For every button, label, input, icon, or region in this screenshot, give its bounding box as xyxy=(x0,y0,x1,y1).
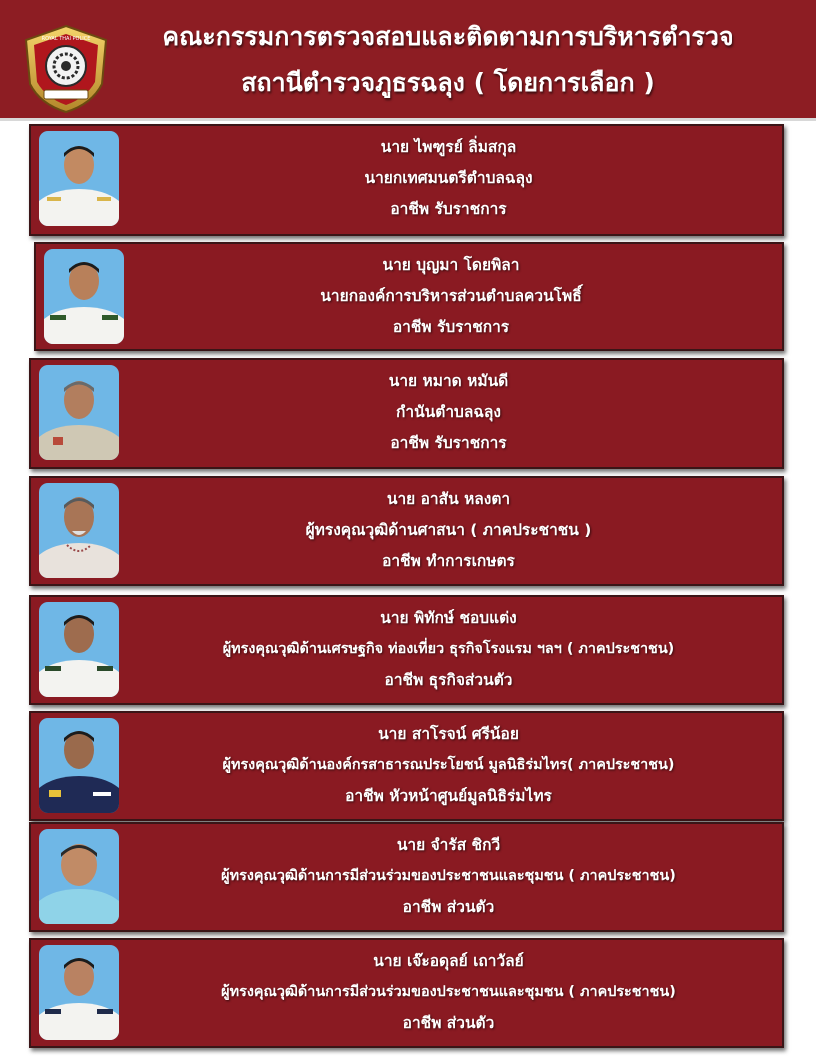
member-position: ผู้ทรงคุณวุฒิด้านการมีส่วนร่วมของประชาชนและชุมชน ( ภาคประชาชน) xyxy=(221,868,676,884)
police-badge-logo xyxy=(22,24,110,114)
member-card-1 xyxy=(29,124,784,236)
member-info xyxy=(121,946,776,1039)
member-photo xyxy=(39,718,119,813)
member-name: นาย จำรัส ชิกวี xyxy=(396,836,501,854)
member-info xyxy=(121,484,776,577)
member-position: ผู้ทรงคุณวุฒิด้านองค์กรสาธารณประโยชน์ มูลนิธิร่มไทร( ภาคประชาชน) xyxy=(222,757,675,773)
member-position: ผู้ทรงคุณวุฒิด้านเศรษฐกิจ ท่องเที่ยว ธุรกิจโรงแรม ฯลฯ ( ภาคประชาชน) xyxy=(222,641,675,657)
member-info xyxy=(121,132,776,225)
member-name: นาย ไพฑูรย์ ลิ่มสกุล xyxy=(380,138,517,156)
member-name: นาย หมาด หมันดี xyxy=(388,372,509,390)
member-occupation: อาชีพ รับราชการ xyxy=(390,200,507,218)
member-card-5 xyxy=(29,595,784,705)
page-title-line-1: คณะกรรมการตรวจสอบและติดตามการบริหารตำรวจ xyxy=(162,22,734,51)
member-photo xyxy=(39,131,119,226)
member-info xyxy=(121,719,776,812)
member-info xyxy=(121,366,776,459)
member-photo xyxy=(44,249,124,344)
member-occupation: อาชีพ ส่วนตัว xyxy=(402,898,495,916)
member-position: ผู้ทรงคุณวุฒิด้านการมีส่วนร่วมของประชาชนและชุมชน ( ภาคประชาชน) xyxy=(221,984,676,1000)
member-info xyxy=(121,603,776,696)
member-card-7 xyxy=(29,822,784,932)
member-info xyxy=(121,830,776,923)
member-name: นาย อาสัน หลงตา xyxy=(386,490,511,508)
page-title xyxy=(118,14,778,106)
member-name: นาย สาโรจน์ ศรีน้อย xyxy=(378,725,519,743)
member-card-3 xyxy=(29,358,784,469)
member-card-2 xyxy=(34,242,784,351)
member-occupation: อาชีพ หัวหน้าศูนย์มูลนิธิร่มไทร xyxy=(345,787,552,805)
member-position: กำนันตำบลฉลุง xyxy=(395,403,501,421)
logo-text: ROYAL THAI POLICE xyxy=(41,36,91,42)
member-occupation: อาชีพ ส่วนตัว xyxy=(402,1014,495,1032)
member-info xyxy=(126,250,776,343)
member-occupation: อาชีพ รับราชการ xyxy=(392,318,510,336)
member-card-4 xyxy=(29,476,784,586)
member-position: นายกองค์การบริหารส่วนตำบลควนโพธิ์ xyxy=(320,287,582,305)
member-occupation: อาชีพ ธุรกิจส่วนตัว xyxy=(384,671,513,689)
member-card-6 xyxy=(29,711,784,821)
member-card-8 xyxy=(29,938,784,1048)
page-header xyxy=(0,0,816,121)
member-position: นายกเทศมนตรีตำบลฉลุง xyxy=(364,169,533,187)
member-name: นาย บุญมา โดยพิลา xyxy=(382,256,520,274)
member-photo xyxy=(39,483,119,578)
member-name: นาย พิทักษ์ ชอบแต่ง xyxy=(380,609,517,627)
member-name: นาย เจ๊ะอดุลย์ เถาวัลย์ xyxy=(373,952,524,970)
member-photo xyxy=(39,829,119,924)
member-occupation: อาชีพ ทำการเกษตร xyxy=(382,552,515,570)
member-photo xyxy=(39,945,119,1040)
page-title-line-2: สถานีตำรวจภูธรฉลุง ( โดยการเลือก ) xyxy=(241,68,655,97)
member-photo xyxy=(39,602,119,697)
member-occupation: อาชีพ รับราชการ xyxy=(390,434,507,452)
member-photo xyxy=(39,365,119,460)
member-position: ผู้ทรงคุณวุฒิด้านศาสนา ( ภาคประชาชน ) xyxy=(305,521,592,539)
